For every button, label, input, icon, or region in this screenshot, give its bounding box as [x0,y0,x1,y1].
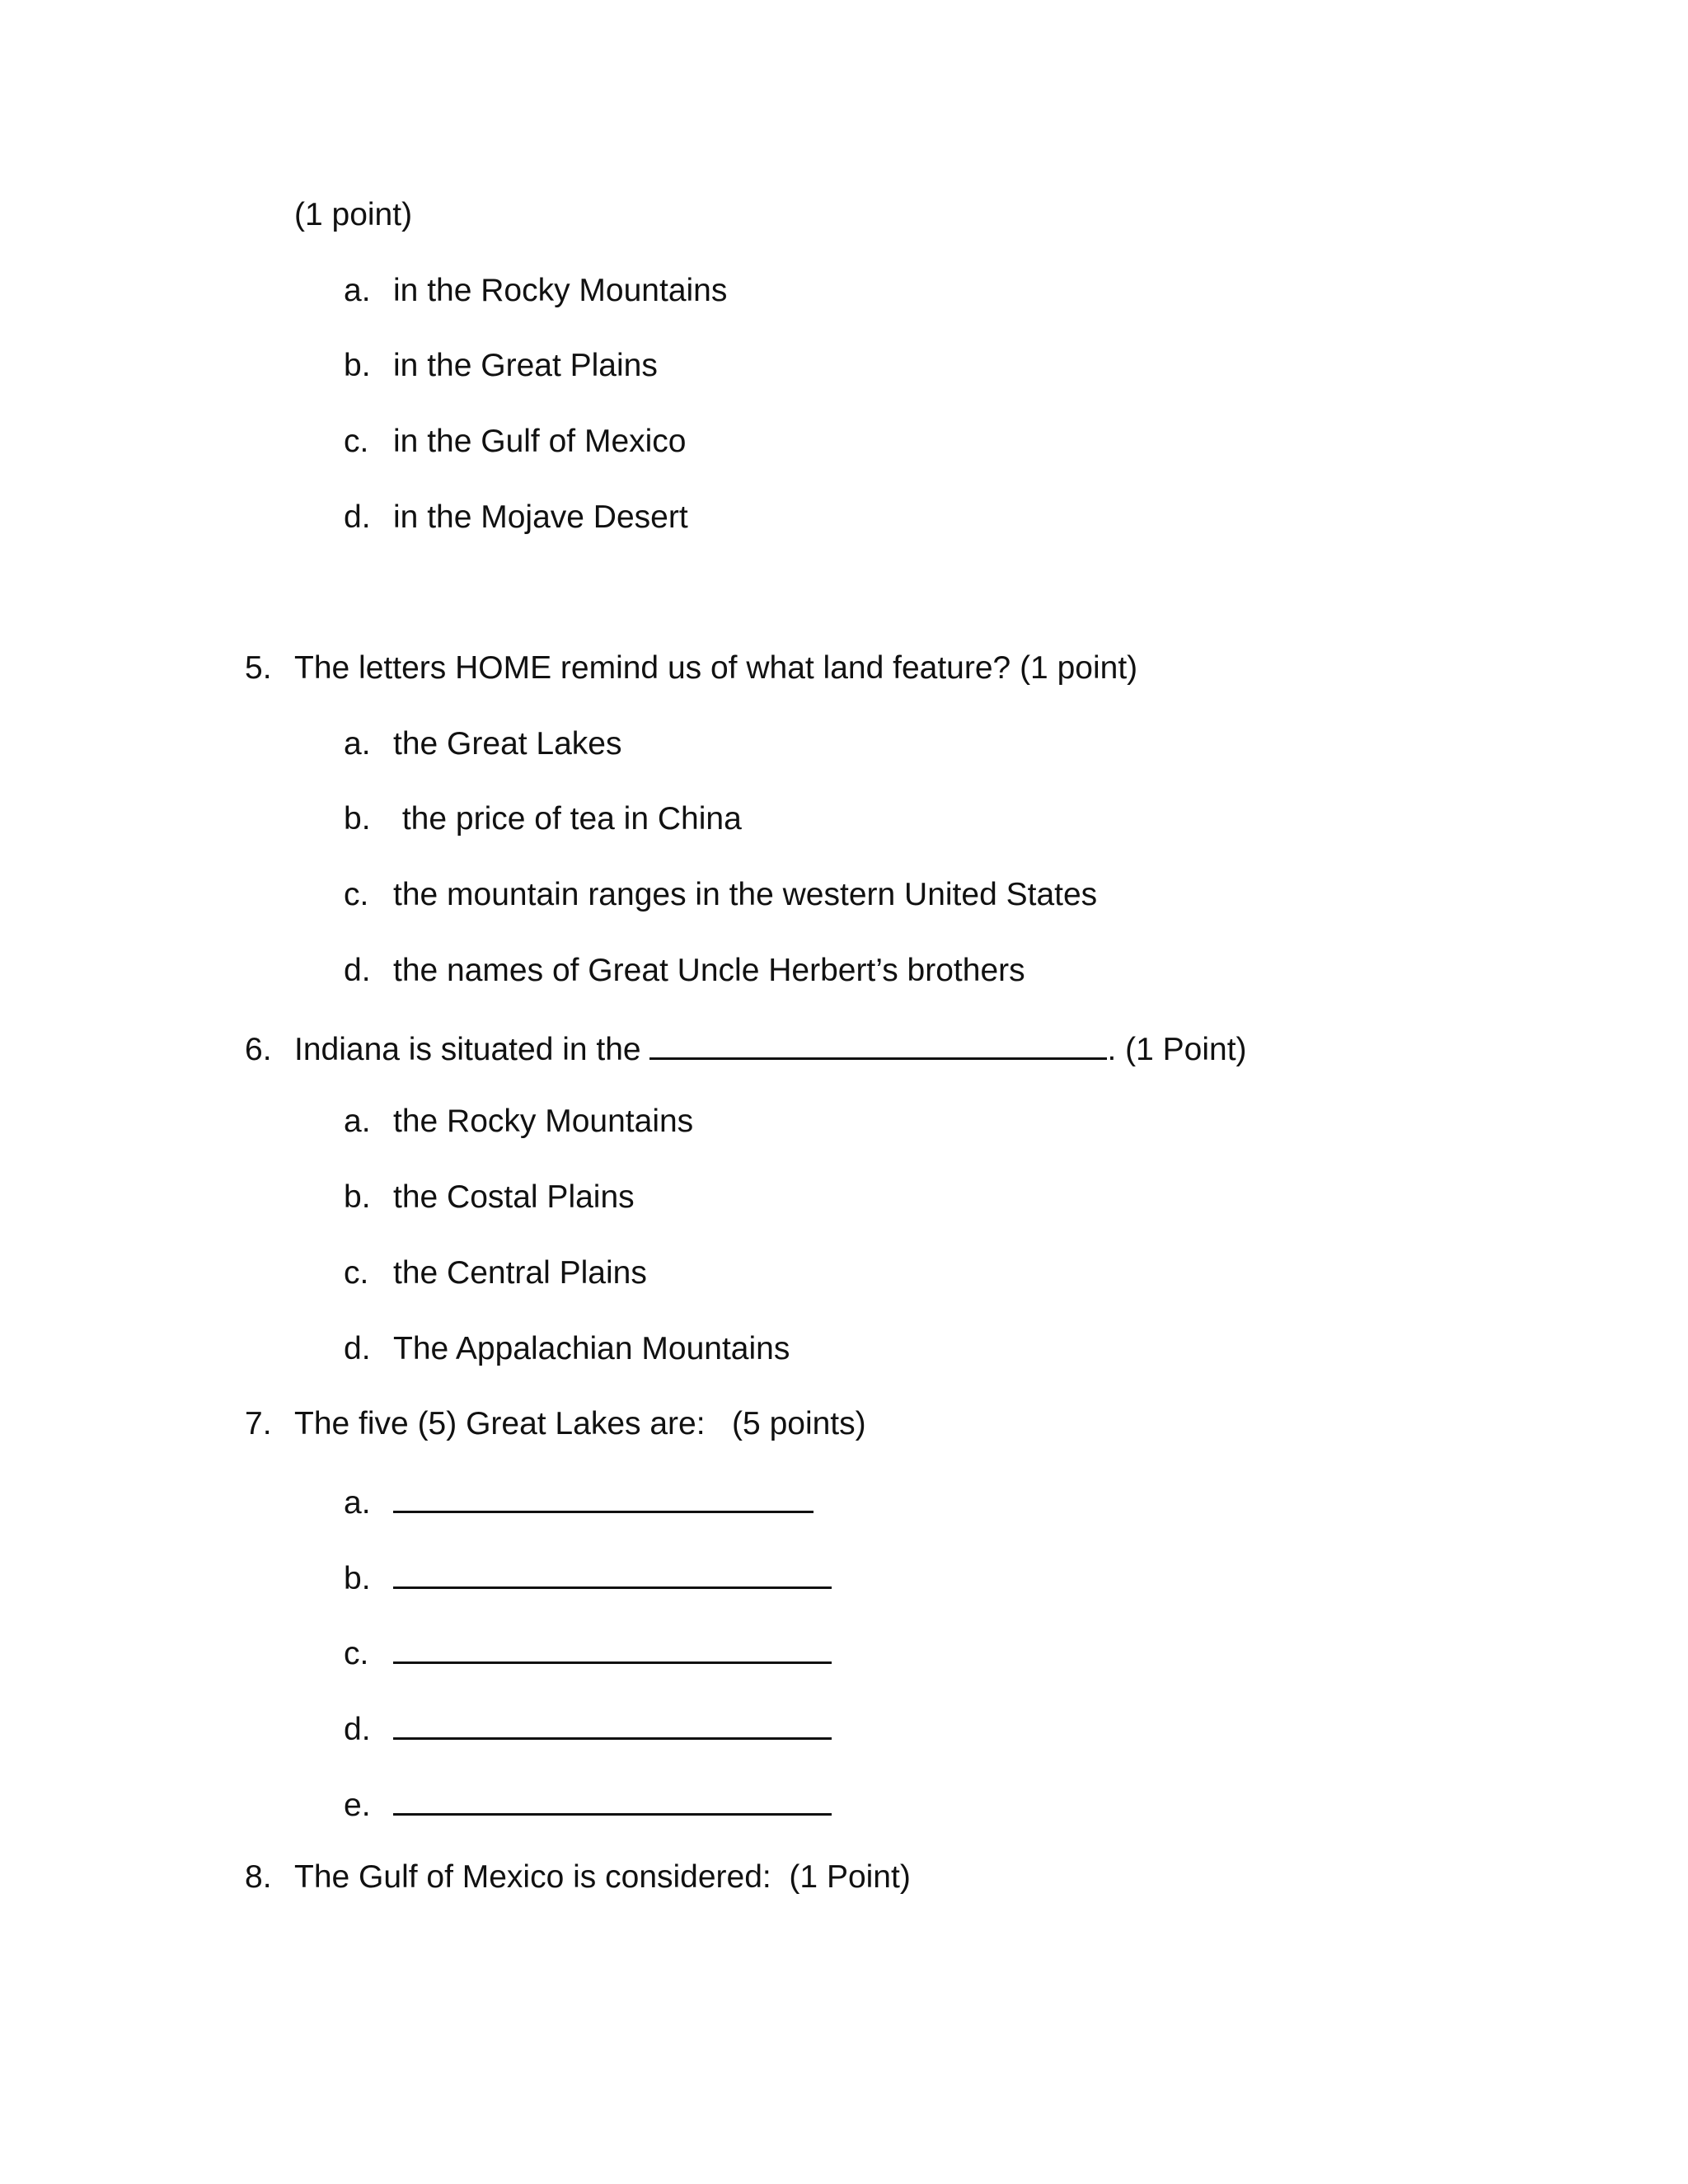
question-4-points [294,196,412,234]
question-4-option-a [344,272,727,310]
question-4-option-c [344,423,687,461]
question-5-option-a [344,725,622,763]
option-letter: d. [344,1331,371,1366]
question-text-after: . (1 Point) [1107,1032,1247,1067]
question-5-option-b [344,800,742,838]
option-text: in the Mojave Desert [393,499,688,535]
option-letter: d. [344,953,371,988]
question-number: 5. [245,650,272,686]
answer-blank[interactable] [393,1557,832,1589]
question-4-option-b [344,347,658,385]
option-letter: d. [344,1712,371,1747]
answer-blank[interactable] [393,1708,832,1740]
answer-blank[interactable] [649,1028,1107,1060]
option-letter: c. [344,424,369,459]
question-text: The letters HOME remind us of what land feature? (1 point) [294,650,1138,686]
question-5 [245,649,1137,687]
option-text: the price of tea in China [393,801,742,837]
question-6 [245,1028,1247,1069]
question-5-option-d [344,952,1025,990]
option-letter: b. [344,1561,371,1596]
option-letter: a. [344,1104,371,1139]
option-letter: b. [344,348,371,383]
question-6-option-d [344,1330,790,1368]
option-letter: b. [344,801,371,837]
question-7-option-a [344,1481,814,1522]
answer-blank[interactable] [393,1632,832,1664]
question-6-option-a [344,1103,693,1141]
question-text: The Gulf of Mexico is considered: (1 Point) [294,1859,911,1895]
option-text: the Costal Plains [393,1179,635,1215]
question-7-option-c [344,1632,832,1673]
question-8 [245,1858,911,1896]
question-7-option-e [344,1783,832,1825]
option-text: the mountain ranges in the western United States [393,877,1098,912]
question-6-option-b [344,1179,635,1216]
option-letter: e. [344,1788,371,1823]
option-text: the Great Lakes [393,726,622,762]
question-number: 7. [245,1406,272,1441]
question-4-option-d [344,499,688,537]
question-7 [245,1405,866,1443]
question-7-option-b [344,1557,832,1598]
option-letter: a. [344,1485,371,1521]
option-letter: a. [344,726,371,762]
option-text: the names of Great Uncle Herbert’s brothers [393,953,1025,988]
option-text: in the Gulf of Mexico [393,424,687,459]
question-number: 8. [245,1859,272,1895]
answer-blank[interactable] [393,1481,814,1513]
option-text: in the Rocky Mountains [393,273,728,308]
option-letter: a. [344,273,371,308]
option-text: in the Great Plains [393,348,658,383]
option-letter: d. [344,499,371,535]
option-text: the Rocky Mountains [393,1104,694,1139]
question-5-option-c [344,876,1097,914]
option-letter: c. [344,1255,369,1291]
option-letter: c. [344,877,369,912]
option-letter: c. [344,1636,369,1671]
option-letter: b. [344,1179,371,1215]
option-text: The Appalachian Mountains [393,1331,790,1366]
question-text-before: Indiana is situated in the [294,1032,650,1067]
question-number: 6. [245,1032,272,1067]
question-7-option-d [344,1708,832,1749]
answer-blank[interactable] [393,1783,832,1816]
question-6-option-c [344,1254,647,1292]
option-text: the Central Plains [393,1255,647,1291]
question-text: The five (5) Great Lakes are: (5 points) [294,1406,866,1441]
question-4-points-text: (1 point) [294,197,413,232]
